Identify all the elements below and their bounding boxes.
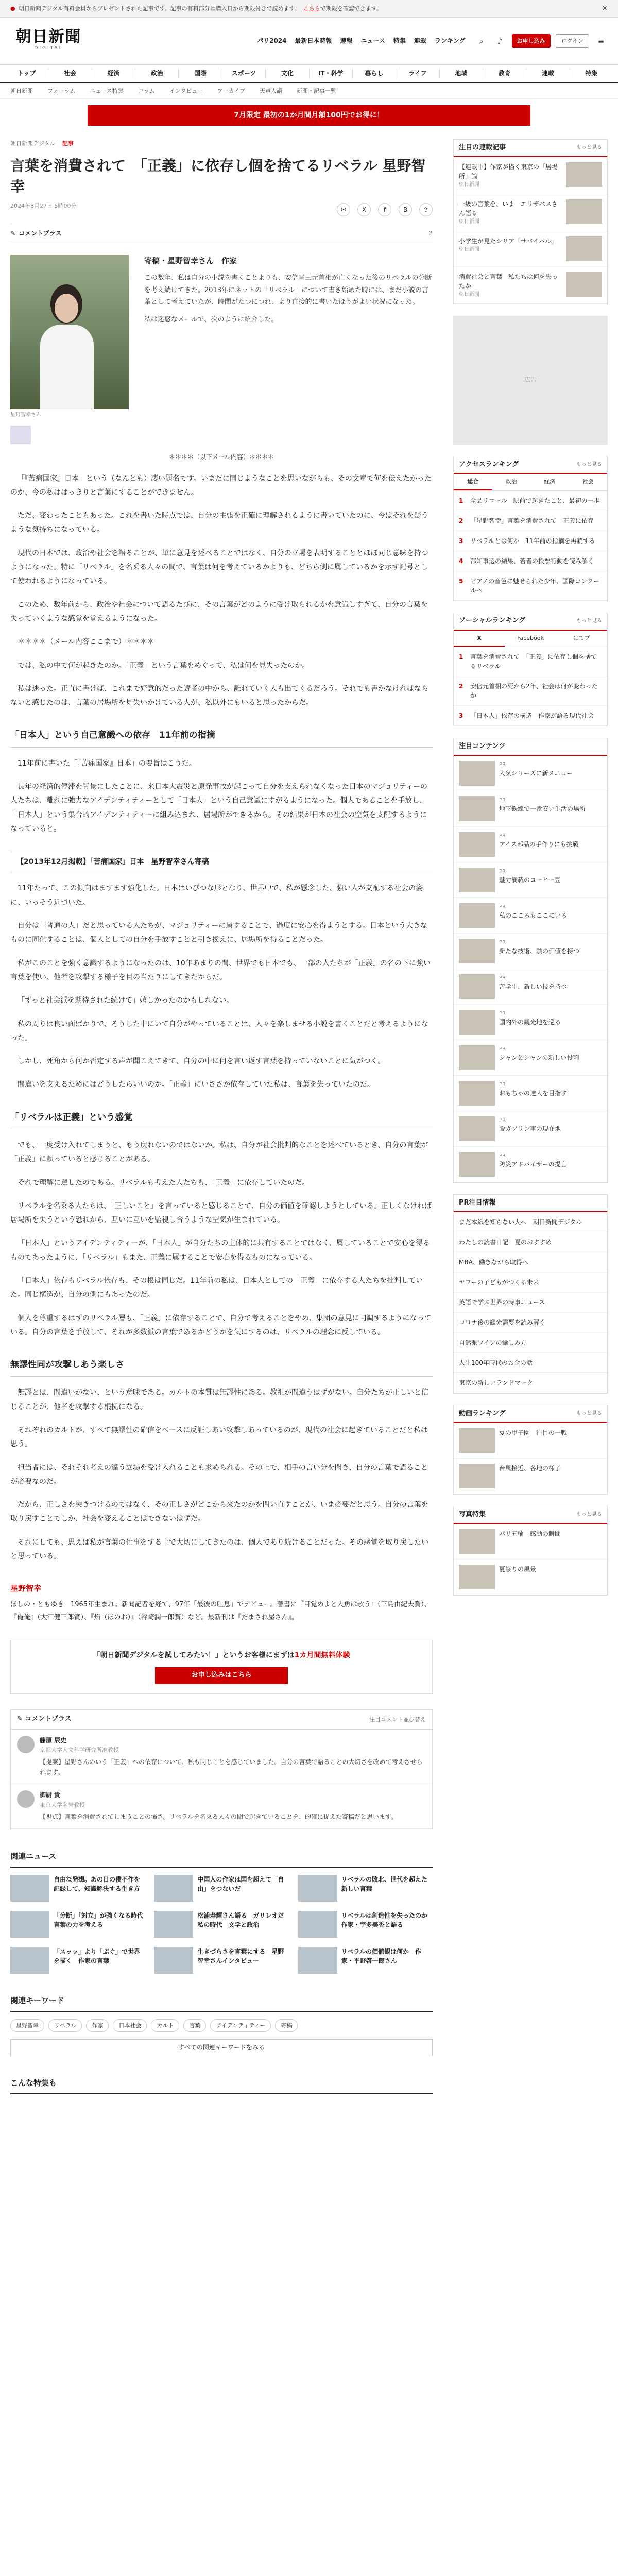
article-title: 言葉を消費されて 「正義」に依存し個を捨てるリベラル 星野智幸 <box>10 157 426 195</box>
ranking-item[interactable]: 4 都知事選の結果、若者の投票行動を読み解く <box>454 551 607 571</box>
bell-icon[interactable]: ♪ <box>497 36 503 46</box>
related-news-item[interactable]: リベラルは創造性を失ったのか 作家・宇多美香と語る <box>298 1911 433 1938</box>
paragraph: 担当者には、それぞれ考えの違う立場を受け入れることも求められる。その上で、相手の言い分を聞き、自分の言葉で語ることが必要なのだ。 <box>10 1463 428 1486</box>
avatar[interactable] <box>17 1790 35 1808</box>
recommend-thumbnail <box>459 761 495 786</box>
features-heading: こんな特集も <box>10 2077 433 2094</box>
tab-society[interactable]: 社会 <box>582 478 594 485</box>
author-portrait-image <box>10 255 129 409</box>
promo-banner[interactable]: 7月限定 最初の1か月間月額100円でお得に！ <box>88 105 530 126</box>
paragraph: だから、正しさを突きつけるのではなく、その正しさがどこから来たのかを問い直すことが、いま必要だと思う。自分の言葉を取り戻すことでしか、社会を変えることはできないはずだ。 <box>10 1501 428 1523</box>
commenter-name[interactable]: 藤原 辰史 <box>40 1736 67 1744</box>
author-heading: 寄稿・星野智幸さん 作家 <box>144 256 237 266</box>
pr-item[interactable]: ヤフーの子どもがつくる未来 <box>454 1273 607 1293</box>
login-button[interactable]: ログイン <box>556 34 589 48</box>
trial-signup-button[interactable]: お申し込みはこちら <box>155 1667 287 1684</box>
breadcrumb-home[interactable]: 朝日新聞デジタル <box>10 140 56 147</box>
gift-notice-text: 朝日新聞デジタル有料会員からプレゼントされた記事です。記事の有料部分は購入日から期限付きで読めます。 <box>18 5 300 12</box>
gnav-item[interactable]: 教育 <box>483 69 526 78</box>
social-ranking-box <box>453 613 608 727</box>
gnav-item[interactable]: スポーツ <box>222 69 266 78</box>
facebook-share-icon[interactable]: f <box>378 203 391 216</box>
paragraph: 個人を尊重するはずのリベラル層も、「正義」に依存することで、自分で考えることをやめ、集団の意見に同調するようになっている。自分の言葉を手放して、それが多数派の言葉であるかどうかを気にするのは、リベラルの理念に反している。 <box>10 1314 432 1336</box>
access-ranking-tabs <box>454 474 607 491</box>
more-link[interactable]: もっと見る <box>576 1411 602 1417</box>
comment-plus-label: コメントプラス <box>19 229 62 237</box>
related-news-item[interactable]: 生きづらさを言葉にする 星野智幸さんインタビュー <box>154 1947 288 1974</box>
recommend-thumbnail <box>459 796 495 821</box>
ranking-item[interactable]: 3 「日本人」依存の構造 作家が語る現代社会 <box>454 706 607 726</box>
comment-text: 【視点】言葉を消費されてしまうことの怖さ。リベラルを名乗る人々の間で起きていることを、的確に捉えた寄稿だと思います。 <box>40 1813 397 1821</box>
paragraph: でも、一度受け入れてしまうと、もう戻れないのではないか。私は、自分が社会批判的なことを述べているとき、自分の言葉が「正義」に頼っていると感じることがある。 <box>10 1141 428 1164</box>
social-ranking-tabs <box>454 631 607 648</box>
article-date: 2024年8月27日 5時00分 <box>10 202 77 209</box>
comment-text: 【提案】星野さんのいう「正義」への依存について、私も同じことを感じていました。自分の言葉で語ることの大切さを改めて考えさせられます。 <box>40 1758 423 1776</box>
section-heading: 「日本人」という自己意識への依存 11年前の指摘 <box>10 728 433 747</box>
paragraph: リベラルを名乗る人たちは、「正しいこと」を言っていると感じることで、自分の価値を確認しようとしている。正しくなければ居場所を失うという恐れから、互いに互いを監視し合うような空気が生まれている。 <box>10 1201 432 1225</box>
sidebar-item[interactable]: 【連載中】作家が描く東京の「居場所」論 朝日新聞 <box>454 157 607 194</box>
recommend-item[interactable]: PR 人気シリーズに新メニュー <box>454 756 607 791</box>
keyword-chip[interactable]: 星野智幸 <box>10 2019 44 2032</box>
ranking-item[interactable]: 3 リベラルとは何か 11年前の指摘を再読する <box>454 531 607 551</box>
keyword-list <box>10 2019 433 2032</box>
author-lead <box>10 255 433 444</box>
section-heading: 無謬性同が攻撃しあう楽しさ <box>10 1358 433 1377</box>
keyword-chip[interactable]: リベラル <box>48 2019 82 2032</box>
related-thumbnail <box>298 1947 337 1974</box>
header-nav-item[interactable]: 連載 <box>414 37 426 44</box>
ranking-item[interactable]: 5 ピアノの音色に魅せられた少年、国際コンクールへ <box>454 571 607 601</box>
paragraph: では、私の中で何が起きたのか。「正義」という言葉をめぐって、私は何を見失ったのか。 <box>18 661 310 670</box>
photo-special-box <box>453 1506 608 1596</box>
pr-item[interactable]: 自然派ワインの愉しみ方 <box>454 1333 607 1353</box>
comment-item <box>11 1784 432 1828</box>
sidebar-thumbnail <box>566 199 602 224</box>
gnav-item[interactable]: トップ <box>5 69 48 78</box>
pr-item[interactable]: コロナ後の観光需要を読み解く <box>454 1313 607 1333</box>
related-thumbnail <box>154 1947 193 1974</box>
avatar[interactable] <box>17 1736 35 1753</box>
gnav-item[interactable]: 特集 <box>585 70 598 77</box>
sidebar-thumbnail <box>566 162 602 187</box>
sidebar <box>453 139 608 2094</box>
video-item[interactable]: 台風接近、各地の様子 <box>454 1459 607 1494</box>
related-news-heading: 関連ニュース <box>10 1850 433 1868</box>
menu-icon[interactable]: ≡ <box>597 36 605 46</box>
tab-general[interactable]: 総合 <box>454 474 492 490</box>
subnav-item[interactable]: 朝日新聞 <box>10 87 33 94</box>
pr-item[interactable]: まだ本紙を知らない人へ 朝日新聞デジタル <box>454 1212 607 1232</box>
tab-economy[interactable]: 経済 <box>544 478 556 485</box>
sidebar-thumbnail <box>566 272 602 297</box>
recommend-item[interactable]: PR 防災アドバイザーの提言 <box>454 1147 607 1182</box>
gift-notice-link[interactable]: こちら <box>303 5 320 12</box>
comment-icon: ✎ <box>10 229 16 237</box>
related-news-item[interactable]: リベラルの敗北、世代を超えた新しい言葉 <box>298 1875 433 1902</box>
header-actions <box>475 34 608 48</box>
comments-heading: コメントプラス <box>25 1715 72 1723</box>
related-news-item[interactable]: リベラルの価値観は何か 作家・平野啓一郎さん <box>298 1947 433 1974</box>
keywords-heading: 関連キーワード <box>10 1994 433 2012</box>
access-ranking-heading: アクセスランキング <box>459 460 519 468</box>
author-photo <box>10 255 129 444</box>
more-link[interactable]: もっと見る <box>576 618 602 624</box>
gift-notice-bar <box>0 0 618 18</box>
recommend-box <box>453 738 608 1183</box>
gnav-item[interactable]: ライフ <box>396 69 439 78</box>
photo-special-thumbnail <box>459 1565 495 1589</box>
related-news-item[interactable]: 松浦寿輝さん語る ガリレオだ私の時代 文学と政治 <box>154 1911 288 1938</box>
paragraph: 無謬とは、間違いがない、という意味である。カルトの本質は無謬性にある。教祖が間違うはずがない。自分たちが正しいと信じることが、他者を攻撃する根拠になる。 <box>10 1388 428 1411</box>
header-nav-item[interactable]: 最新日本時報 <box>295 37 332 44</box>
header-nav-item[interactable]: ランキング <box>434 37 466 44</box>
article-body <box>10 472 433 1564</box>
x-share-icon[interactable]: X <box>357 203 371 216</box>
header-nav-item[interactable]: ニュース <box>360 37 385 44</box>
commenter-role: 京都大学人文科学研究所准教授 <box>40 1747 119 1754</box>
gnav-item[interactable]: 地域 <box>440 69 483 78</box>
recommend-thumbnail <box>459 1081 495 1106</box>
header-nav-item[interactable]: 速報 <box>340 37 353 44</box>
video-item[interactable]: 夏の甲子園 注目の一戦 <box>454 1423 607 1459</box>
more-link[interactable]: もっと見る <box>576 1512 602 1518</box>
paragraph: 「『苦痛国家』日本」という（なんとも）凄い題名です。いまだに同じようなことを思いながらも、その文章で何を伝えたかったのか、今の私ははっきりと言葉にすることができません。 <box>10 474 432 497</box>
trial-cta-highlight: 1カ月間無料体験 <box>294 1651 350 1659</box>
video-thumbnail <box>459 1464 495 1488</box>
more-link[interactable]: もっと見る <box>576 462 602 467</box>
recommend-item[interactable]: PR 魅力満載のコーヒー豆 <box>454 862 607 898</box>
search-icon[interactable]: ⌕ <box>479 36 484 46</box>
keyword-chip[interactable]: 作家 <box>86 2019 109 2032</box>
video-thumbnail <box>459 1428 495 1453</box>
ranking-item[interactable]: 2 安倍元首相の死から2年、社会は何が変わったか <box>454 676 607 706</box>
author-profile-text: ほしの・ともゆき 1965年生まれ。新聞記者を経て、97年「最後の吐息」でデビュー。著書に『目覚めよと人魚は歌う』（三島由紀夫賞）、『俺俺』（大江健三郎賞）、『焰（ほのお）』（谷崎潤一郎賞）など。最新刊は『だまされ屋さん』。 <box>10 1601 431 1622</box>
article-main <box>10 139 433 2094</box>
recommend-thumbnail <box>459 1045 495 1070</box>
photo-thumbnail[interactable] <box>10 426 31 444</box>
recommend-item[interactable]: PR 新たな技術、熱の価値を持つ <box>454 934 607 969</box>
recommend-item[interactable]: PR 地下鉄線で一番安い生活の場所 <box>454 791 607 827</box>
paragraph: 私の周りは良い面ばかりで、そうした中にいて自分がやっていることは、人々を楽しませる小説を書くことだと考えるようになった。 <box>10 1020 428 1042</box>
paragraph: 現代の日本では、政治や社会を語ることが、単に意見を述べることではなく、自分の立場を表明することとほぼ同じ意味を持つようになった。特に「リベラル」を名乗る人々の間で、言葉は何を考えているかよりも、どちら側に属しているかを示す記号として使われるようになっている。 <box>10 549 428 586</box>
related-thumbnail <box>154 1875 193 1902</box>
sidebar-ad[interactable]: 広告 <box>453 316 608 445</box>
related-thumbnail <box>298 1911 337 1938</box>
related-news-grid <box>10 1875 433 1974</box>
ranking-item[interactable]: 2 「星野智幸」言葉を消費されて 正義に依存 <box>454 511 607 531</box>
recommend-item[interactable]: PR おもちゃの達人を目指す <box>454 1076 607 1111</box>
paragraph: 私がこのことを強く意識するようになったのは、10年あまりの間、世界でも日本でも、一部の人たちが「正義」の名の下に強い言葉を使い、他者を攻撃する様子を目の当たりにしてきたからだ。 <box>10 959 431 981</box>
recommend-thumbnail <box>459 1152 495 1177</box>
breadcrumb <box>10 139 433 148</box>
sidebar-item[interactable]: 小学生が見たシリア「サバイバル」 朝日新聞 <box>454 231 607 267</box>
paragraph: しかし、死角から何か否定する声が聞こえてきて、自分の中に何を言い返す言葉を持っていないことに気がつく。 <box>18 1057 385 1066</box>
gnav-item[interactable]: 経済 <box>92 69 135 78</box>
recommend-item[interactable]: PR 苦学生、新しい技を持つ <box>454 969 607 1005</box>
tab-facebook[interactable]: Facebook <box>517 634 544 641</box>
comment-count: 2 <box>428 229 433 237</box>
recommend-thumbnail <box>459 939 495 963</box>
recommend-item[interactable]: PR 脱ガソリン車の現在地 <box>454 1111 607 1147</box>
tab-hatena[interactable]: はてブ <box>573 634 590 641</box>
subscribe-button[interactable]: お申し込み <box>512 34 551 48</box>
header-nav-item[interactable]: パリ2024 <box>257 37 287 44</box>
paragraph: それにしても、思えば私が言葉の仕事をする上で大切にしてきたのは、個人であり続けることだった。その感覚を取り戻したいと思っている。 <box>10 1538 428 1561</box>
access-ranking-box <box>453 456 608 601</box>
gift-notice-tail: で期限を確認できます。 <box>320 5 382 12</box>
photo-special-item[interactable]: 夏祭りの風景 <box>454 1560 607 1595</box>
keyword-chip[interactable]: 言葉 <box>183 2019 206 2032</box>
paragraph: 11年たって、この傾向はますます強化した。日本はいびつな形となり、世界中で、私が懸念した、強い人が支配する社会の姿に、いっそう近づいた。 <box>10 884 423 907</box>
paragraph: 11年前に書いた「『苦痛国家』日本」の要旨はこうだ。 <box>18 759 196 768</box>
sidebar-item[interactable]: 消費社会と言葉 私たちは何を失ったか 朝日新聞 <box>454 267 607 304</box>
close-icon[interactable]: × <box>602 4 608 13</box>
subnav-item[interactable]: インタビュー <box>169 87 203 94</box>
sidebar-thumbnail <box>566 236 602 261</box>
recommend-thumbnail <box>459 1010 495 1035</box>
pr-heading: PR注目情報 <box>459 1198 496 1207</box>
author-intro-text: この数年、私は自分の小説を書くことよりも、安倍晋三元首相が亡くなった後のリベラルの分断を考え続けてきた。2013年にネットの「リベラル」について書き始めた時には、まだ小説の言葉として考えていたが、時間がたつにつれ、より直接的に書いたほうがよい状況になった。 <box>144 274 432 307</box>
comment-icon: ✎ <box>17 1715 25 1723</box>
related-thumbnail <box>10 1947 49 1974</box>
pr-box <box>453 1194 608 1394</box>
video-ranking-heading: 動画ランキング <box>459 1409 506 1417</box>
subnav-item[interactable]: フォーラム <box>47 87 76 94</box>
tab-politics[interactable]: 政治 <box>505 478 517 485</box>
sidebar-item[interactable]: 一級の言葉を、いま エリザベスさん語る 朝日新聞 <box>454 194 607 231</box>
trial-cta-text: 「朝日新聞デジタルを試してみたい！」というお客様にまずは1カ月間無料体験 <box>93 1651 350 1659</box>
paragraph: このため、数年前から、政治や社会について語るたびに、その言葉がどのように受け取られるかを意識しすぎて、自分の言葉を失っていくような感覚を覚えるようになった。 <box>10 600 428 623</box>
pr-item[interactable]: MBA、働きながら取得へ <box>454 1252 607 1273</box>
more-link[interactable]: もっと見る <box>576 145 602 150</box>
gnav-item[interactable]: 国際 <box>179 69 222 78</box>
author-intro <box>144 255 433 444</box>
related-thumbnail <box>298 1875 337 1902</box>
paragraph: ＊＊＊＊（メール内容ここまで）＊＊＊＊ <box>18 638 154 647</box>
recommend-thumbnail <box>459 974 495 999</box>
trial-cta <box>10 1640 433 1694</box>
recommend-thumbnail <box>459 903 495 928</box>
paragraph: 「日本人」依存もリベラル依存も、その根は同じだ。11年前の私は、日本人としての「正義」に依存する人たちを批判していた。同じ構造が、自分の側にもあったのだ。 <box>10 1277 423 1299</box>
commenter-name[interactable]: 御厨 貴 <box>40 1791 61 1799</box>
related-news-item[interactable]: 「分断」「対立」が強くなる時代 言葉の力を考える <box>10 1911 145 1938</box>
paragraph: ただ、変わったこともあった。これを書いた時点では、自分の主張を正確に理解されるように書いていたのに、今はそれを疑うような気持ちになっている。 <box>10 512 428 534</box>
video-ranking-box <box>453 1405 608 1495</box>
recommend-thumbnail <box>459 832 495 857</box>
keyword-chip[interactable]: カルト <box>151 2019 179 2032</box>
comment-plus-bar[interactable] <box>10 224 433 243</box>
comment-plus-section <box>10 1709 433 1829</box>
ranking-item[interactable]: 1 全品リコール 駅前で起きたこと、最初の一歩 <box>454 491 607 511</box>
recommend-item[interactable]: PR 私のこころもここにいる <box>454 898 607 934</box>
gnav-item[interactable]: 社会 <box>48 69 92 78</box>
recommend-item[interactable]: PR シャンとシャンの新しい役割 <box>454 1040 607 1076</box>
author-profile-heading: 星野智幸 <box>10 1584 42 1594</box>
recommend-thumbnail <box>459 868 495 892</box>
recommend-thumbnail <box>459 1116 495 1141</box>
mail-divider: ＊＊＊＊（以下メール内容）＊＊＊＊ <box>169 453 274 461</box>
mail-share-icon[interactable]: ✉ <box>337 203 350 216</box>
keyword-chip[interactable]: 寄稿 <box>275 2019 298 2032</box>
comments-sort-link[interactable]: 注目コメント並び替え <box>369 1716 426 1723</box>
comment-item <box>11 1730 432 1785</box>
paragraph: それぞれのカルトが、すべて無謬性の確信をベースに反証しあい攻撃しあっているのが、現代の社会に起きていることだと私は思う。 <box>10 1426 428 1449</box>
gnav-item[interactable]: 政治 <box>135 69 179 78</box>
gnav-item[interactable]: IT・科学 <box>310 69 353 78</box>
paragraph: 自分は「普通の人」だと思っている人たちが、マジョリティーに属することで、過度に安心を得ようとする。日本という大きなものに同化することは、個人としての自分を手放すことと引き換えに、居場所を得ることだった。 <box>10 922 428 944</box>
related-news-item[interactable]: 自由な発想。あの日の僕不作を記録して、知識解決する生き方 <box>10 1875 145 1902</box>
related-article-link[interactable]: 【2013年12月掲載】「苦痛国家」日本 星野智幸さん寄稿 <box>10 852 433 872</box>
recommend-heading: 注目コンテンツ <box>459 742 506 750</box>
paragraph: 間違いを支えるためにはどうしたらいいのか。「正義」にいささか依存していた私は、言葉を失っていたのだ。 <box>18 1080 374 1089</box>
pr-item[interactable]: 英語で学ぶ世界の時事ニュース <box>454 1293 607 1313</box>
site-header <box>0 18 618 65</box>
pr-item[interactable]: 人生100年時代のお金の話 <box>454 1353 607 1373</box>
related-thumbnail <box>10 1911 49 1938</box>
paragraph: 「日本人」というアイデンティティーが、「日本人」が自分たちの主体的に共有することではなく、属していることで安心を得るものであったように、「リベラル」もまた、正義に属することで安心を得るものになっている。 <box>10 1239 430 1262</box>
subnav-item[interactable]: 新聞・記事一覧 <box>297 87 337 94</box>
subnav-item[interactable]: コラム <box>138 87 155 94</box>
site-logo[interactable]: 朝日新聞 DIGITAL <box>15 28 82 52</box>
photo-special-heading: 写真特集 <box>459 1510 486 1518</box>
share-icon[interactable]: ⇪ <box>419 203 433 216</box>
paragraph: 「ずっと社会派を期待された続けて」嬉しかったのかもしれない。 <box>18 996 234 1005</box>
breadcrumb-tag[interactable]: 記事 <box>62 140 74 147</box>
tab-x[interactable]: X <box>454 631 505 647</box>
related-news-item[interactable]: 中国人の作家は国を超えて「自由」をつないだ <box>154 1875 288 1902</box>
gnav-item[interactable]: 暮らし <box>353 69 396 78</box>
paragraph: 私は迷った。正直に書けば、これまで好意的だった読者の中から、離れていく人も出てくるだろう。それでも書かなければならないと感じたのは、言葉の居場所を見失いかけている人が、私以外にもいると思ったからだ。 <box>10 684 428 707</box>
sub-nav <box>0 83 618 99</box>
related-thumbnail <box>154 1911 193 1938</box>
related-news-item[interactable]: 「スッッ」より「ぶぐ」で世界を描く 作家の言葉 <box>10 1947 145 1974</box>
all-keywords-link[interactable]: すべての関連キーワードをみる <box>10 2039 433 2056</box>
pr-item[interactable]: 東京の新しいランドマーク <box>454 1373 607 1393</box>
gnav-item[interactable]: 連載 <box>526 69 570 78</box>
global-nav <box>0 65 618 83</box>
paragraph: それで理解に達したのである。リベラルも考えた人たちも、「正義」に依存していたのだ。 <box>18 1178 310 1187</box>
header-nav <box>257 36 466 46</box>
hatena-share-icon[interactable]: B <box>399 203 412 216</box>
keyword-chip[interactable]: 日本社会 <box>113 2019 147 2032</box>
info-icon: ● <box>10 5 15 12</box>
social-ranking-heading: ソーシャルランキング <box>459 617 526 625</box>
recommend-item[interactable]: PR アイス部品の手作りにも挑戦 <box>454 827 607 862</box>
photo-caption: 星野智幸さん <box>10 412 41 418</box>
author-intro-text: 私は迷惑なメールで、次のように紹介した。 <box>144 315 278 324</box>
keyword-chip[interactable]: アイデンティティー <box>210 2019 271 2032</box>
subnav-item[interactable]: ニュース特集 <box>90 87 124 94</box>
paragraph: 長年の経済的停滞を背景にしたことに、来日本大震災と原発事故が起こって自分を支えられなくなった日本のマジョリティーの人たちは、離れに強力なアイデンティティーとして「日本人」という自己意識にすがるようになった。個人であることを手放し、「日本人」という集合的アイデンティティーに組み込まれ、居場所ができるから。その結果が日本の社会の空気を支配するようになっていると。 <box>10 782 428 833</box>
commenter-role: 東京大学名誉教授 <box>40 1801 85 1808</box>
ranking-item[interactable]: 1 言葉を消費されて 「正義」に依存し個を捨てるリベラル <box>454 647 607 676</box>
gnav-item[interactable]: 文化 <box>266 69 309 78</box>
pr-item[interactable]: わたしの読書日記 夏のおすすめ <box>454 1232 607 1252</box>
recommend-item[interactable]: PR 国内外の観光地を巡る <box>454 1005 607 1040</box>
photo-special-item[interactable]: パリ五輪 感動の瞬間 <box>454 1524 607 1560</box>
related-thumbnail <box>10 1875 49 1902</box>
section-heading: 「リベラルは正義」という感覚 <box>10 1111 433 1129</box>
subnav-item[interactable]: 天声人語 <box>260 87 283 94</box>
photo-special-thumbnail <box>459 1529 495 1554</box>
header-nav-item[interactable]: 特集 <box>393 37 406 44</box>
featured-series-heading: 注目の連載記事 <box>459 143 506 151</box>
featured-series-box <box>453 139 608 304</box>
subnav-item[interactable]: アーカイブ <box>217 87 246 94</box>
